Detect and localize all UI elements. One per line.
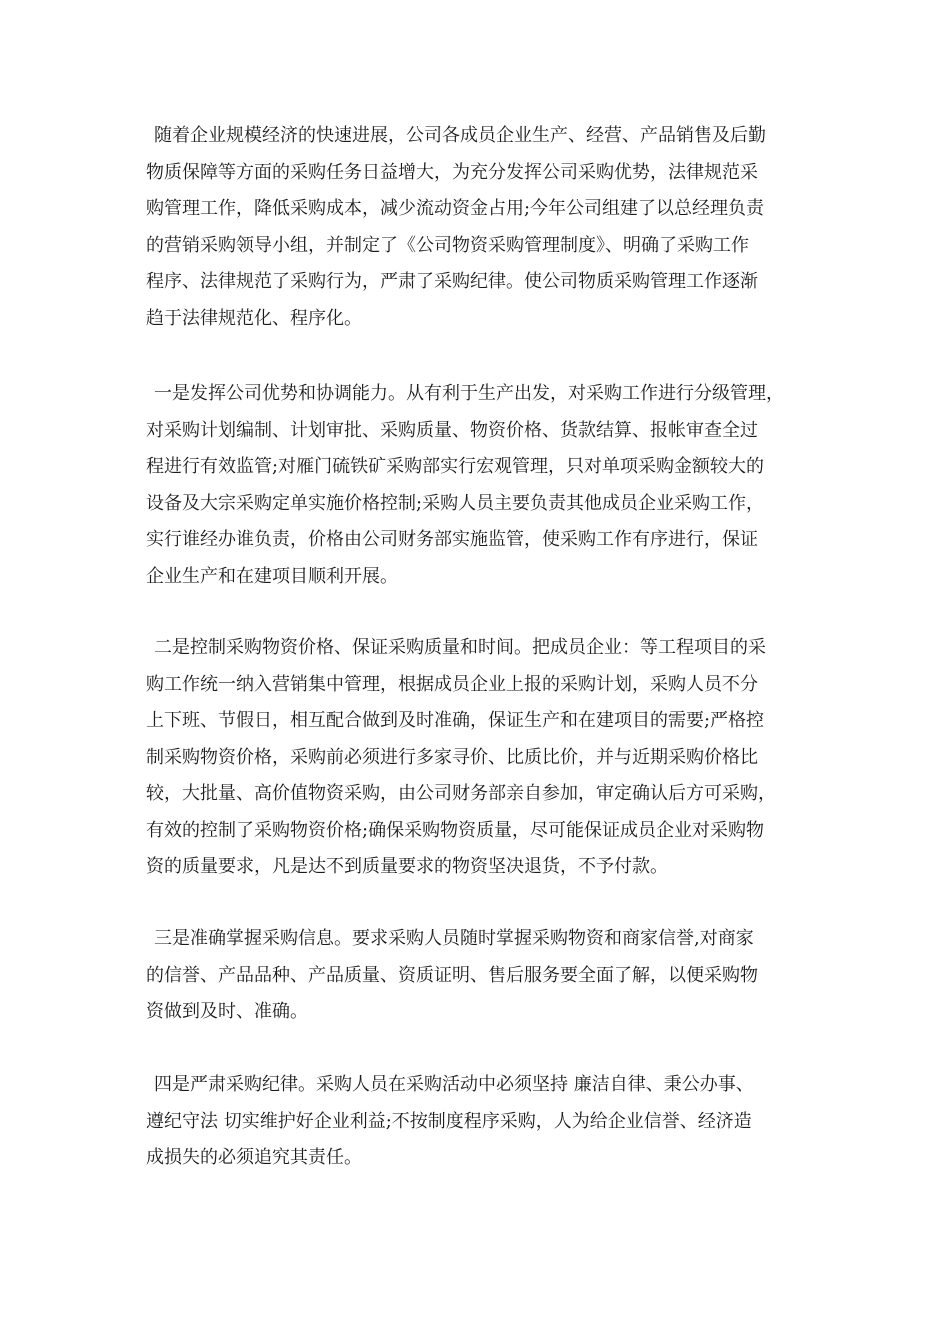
text-line: 遵纪守法 切实维护好企业利益;不按制度程序采购，人为给企业信誉、经济造 xyxy=(146,1110,752,1132)
text-line: 一是发挥公司优势和协调能力。从有利于生产出发，对采购工作进行分级管理， xyxy=(154,383,784,404)
text-line: 实行谁经办谁负责，价格由公司财务部实施监管，使采购工作有序进行，保证 xyxy=(146,529,758,550)
text-line: 购工作统一纳入营销集中管理，根据成员企业上报的采购计划，采购人员不分 xyxy=(146,673,758,695)
text-line: 设备及大宗采购定单实施价格控制;采购人员主要负责其他成员企业采购工作， xyxy=(146,492,765,514)
text-line: 资的质量要求，凡是达不到质量要求的物资坚决退货，不予付款。 xyxy=(146,856,668,877)
paragraph-point-four xyxy=(146,1067,836,1177)
paragraph-point-two xyxy=(146,630,836,886)
text-line: 四是严肃采购纪律。采购人员在采购活动中必须坚持 廉洁自律、秉公办事、 xyxy=(154,1074,754,1095)
text-line: 程进行有效监管;对雁门硫铁矿采购部实行宏观管理，只对单项采购金额较大的 xyxy=(146,456,765,477)
text-line: 上下班、节假日，相互配合做到及时准确，保证生产和在建项目的需要;严格控 xyxy=(146,710,765,731)
text-line: 有效的控制了采购物资价格;确保采购物资质量，尽可能保证成员企业对采购物 xyxy=(146,819,765,841)
text-line: 成损失的必须追究其责任。 xyxy=(146,1147,362,1168)
text-line: 的信誉、产品品种、产品质量、资质证明、售后服务要全面了解，以便采购物 xyxy=(146,964,758,986)
text-line: 二是控制采购物资价格、保证采购质量和时间。把成员企业：等工程项目的采 xyxy=(154,637,766,658)
paragraph-point-three xyxy=(146,921,836,1031)
text-line: 趋于法律规范化、程序化。 xyxy=(146,307,362,329)
text-line: 物质保障等方面的采购任务日益增大，为充分发挥公司采购优势，法律规范采 xyxy=(146,161,758,183)
text-line: 随着企业规模经济的快速进展，公司各成员企业生产、经营、产品销售及后勤 xyxy=(154,125,766,146)
paragraph-intro xyxy=(146,118,836,337)
text-line: 对采购计划编制、计划审批、采购质量、物资价格、货款结算、报帐审查全过 xyxy=(146,419,758,441)
text-line: 制采购物资价格，采购前必须进行多家寻价、比质比价，并与近期采购价格比 xyxy=(146,746,758,768)
text-line: 较，大批量、高价值物资采购，由公司财务部亲自参加，审定确认后方可采购， xyxy=(146,783,776,804)
paragraph-point-one xyxy=(146,376,836,595)
text-line: 程序、法律规范了采购行为，严肃了采购纪律。使公司物质采购管理工作逐渐 xyxy=(146,271,758,292)
text-line: 三是准确掌握采购信息。要求采购人员随时掌握采购物资和商家信誉,对商家 xyxy=(154,928,754,949)
text-line: 资做到及时、准确。 xyxy=(146,1001,308,1022)
text-line: 购管理工作，降低采购成本，减少流动资金占用;今年公司组建了以总经理负责 xyxy=(146,198,765,219)
text-line: 的营销采购领导小组，并制定了《公司物资采购管理制度》、明确了采购工作 xyxy=(146,234,749,256)
text-line: 企业生产和在建项目顺利开展。 xyxy=(146,565,398,587)
